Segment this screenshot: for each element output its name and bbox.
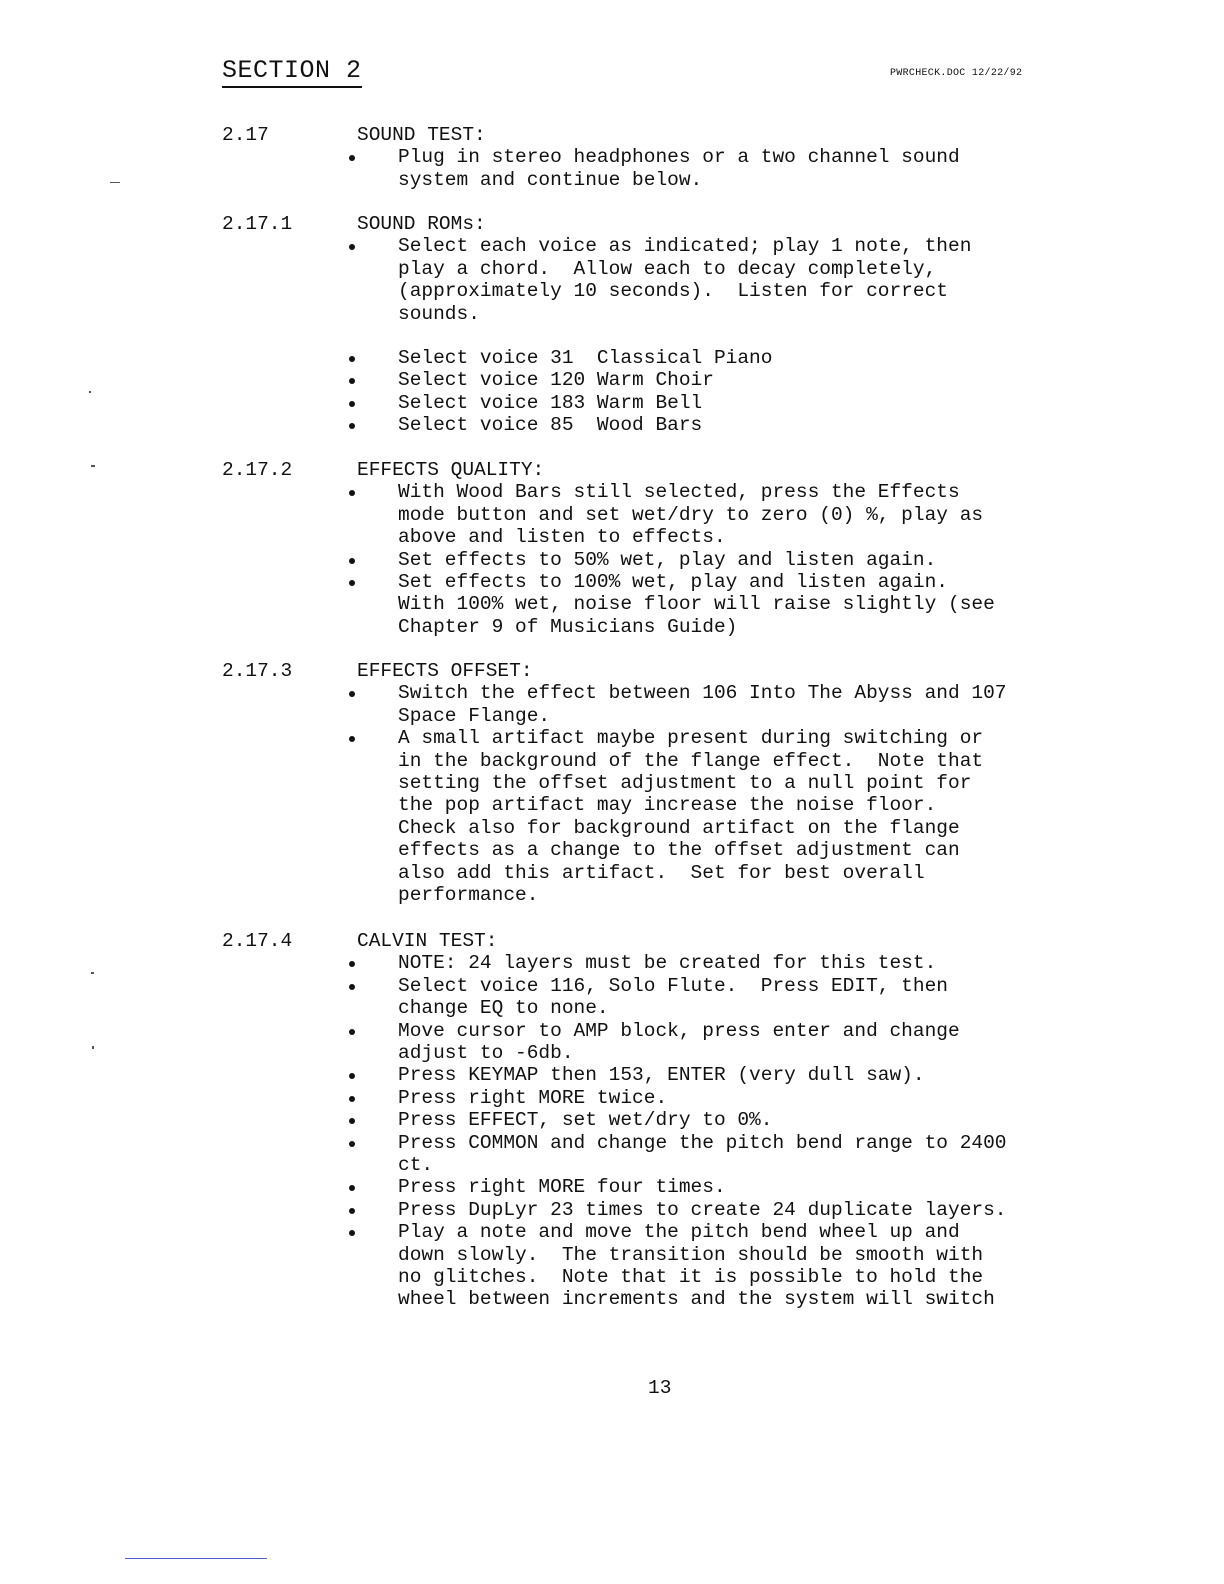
section-heading: EFFECTS QUALITY: [357, 459, 545, 481]
bullet-icon [349, 1230, 355, 1236]
list-item-text: Press right MORE twice. [398, 1086, 668, 1109]
list-item [0, 571, 1118, 638]
bullet-icon [349, 1208, 355, 1214]
footnote-separator [125, 1558, 267, 1559]
scan-speck [92, 1046, 94, 1049]
list-item-text: A small artifact maybe present during switching or in the background of the flange effect. Note that setting the offset adjustment to a null point for the pop artifact may increase the noise floor. Check also for background artifact on the flange effects as a change to the offset adjustment can also add this artifact. Set for best overall performance. [398, 727, 984, 907]
list-item-text: Plug in stereo headphones or a two channel sound system and continue below. [398, 146, 960, 191]
bullet-list [0, 146, 1224, 191]
scan-speck [91, 972, 94, 974]
list-item-text: Press KEYMAP then 153, ENTER (very dull saw). [398, 1064, 925, 1087]
section-heading: SOUND TEST: [357, 124, 486, 146]
bullet-list [0, 235, 1224, 325]
bullet-icon [349, 1185, 355, 1191]
section-number: 2.17.1 [222, 213, 293, 235]
voice-list [0, 347, 1224, 437]
page-number: 13 [648, 1377, 672, 1399]
document-id: PWRCHECK.DOC 12/22/92 [890, 68, 1023, 79]
list-item [0, 1221, 1118, 1311]
bullet-icon [349, 1073, 355, 1079]
list-item-text: Press right MORE four times. [398, 1176, 726, 1199]
list-item [0, 392, 1118, 414]
section-title: SECTION 2 [222, 56, 362, 88]
list-item [0, 414, 1118, 436]
list-item [0, 727, 1118, 906]
bullet-icon [349, 736, 355, 742]
list-item [0, 1132, 1118, 1177]
list-item [0, 347, 1118, 369]
bullet-icon [349, 490, 355, 496]
list-item-text: Select voice 183 Warm Bell [398, 391, 703, 414]
bullet-icon [349, 356, 355, 362]
scan-speck [91, 465, 95, 467]
list-item-text: Press DupLyr 23 times to create 24 duplicate layers. [398, 1198, 1007, 1221]
list-item [0, 549, 1118, 571]
list-item [0, 481, 1118, 548]
list-item-text: NOTE: 24 layers must be created for this test. [398, 952, 937, 975]
list-item-text: Select voice 116, Solo Flute. Press EDIT, then change EQ to none. [398, 974, 948, 1020]
list-item [0, 1020, 1118, 1065]
bullet-icon [349, 401, 355, 407]
list-item-text: Set effects to 50% wet, play and listen again. [398, 548, 937, 571]
list-item [0, 1176, 1118, 1198]
list-item [0, 952, 1118, 974]
list-item-text: Set effects to 100% wet, play and listen again. With 100% wet, noise floor will raise slightly (see Chapter 9 of Musicians Guide) [398, 571, 995, 638]
list-item [0, 146, 1118, 191]
bullet-list [0, 481, 1224, 638]
list-item [0, 1064, 1118, 1086]
section-number: 2.17.3 [222, 660, 293, 682]
section-number: 2.17 [222, 124, 269, 146]
list-item-text: Select each voice as indicated; play 1 note, then play a chord. Allow each to decay completely, (approximately 10 seconds). Listen for correct sounds. [398, 235, 972, 325]
list-item-text: Select voice 85 Wood Bars [398, 414, 703, 437]
list-item-text: Select voice 31 Classical Piano [398, 347, 773, 369]
list-item-text: Play a note and move the pitch bend wheel up and down slowly. The transition should be smooth with no glitches. Note that it is possible to hold the wheel between increments and the system will switch [398, 1221, 995, 1311]
list-item-text: Select voice 120 Warm Choir [398, 369, 714, 392]
bullet-icon [349, 1118, 355, 1124]
bullet-icon [349, 1096, 355, 1102]
list-item-text: Move cursor to AMP block, press enter and change adjust to -6db. [398, 1019, 960, 1065]
list-item [0, 1109, 1118, 1131]
list-item-text: Press EFFECT, set wet/dry to 0%. [398, 1109, 773, 1132]
section-heading: SOUND ROMs: [357, 213, 486, 235]
bullet-icon [349, 378, 355, 384]
bullet-list [0, 682, 1224, 906]
bullet-icon [349, 1141, 355, 1147]
bullet-icon [349, 423, 355, 429]
scan-speck [89, 391, 91, 393]
section-heading: CALVIN TEST: [357, 930, 498, 952]
list-item-text: Press COMMON and change the pitch bend range to 2400 ct. [398, 1131, 1007, 1177]
bullet-icon [349, 984, 355, 990]
bullet-icon [349, 155, 355, 161]
list-item-text: With Wood Bars still selected, press the Effects mode button and set wet/dry to zero (0) %, play as above and listen to effects. [398, 481, 984, 549]
list-item [0, 682, 1118, 727]
section-heading: EFFECTS OFFSET: [357, 660, 533, 682]
bullet-icon [349, 961, 355, 967]
list-item [0, 1087, 1118, 1109]
scan-speck [110, 182, 120, 183]
list-item [0, 975, 1118, 1020]
bullet-icon [349, 691, 355, 697]
bullet-icon [349, 558, 355, 564]
bullet-icon [349, 580, 355, 586]
list-item [0, 369, 1118, 391]
list-item [0, 1199, 1118, 1221]
bullet-list [0, 952, 1224, 1311]
bullet-icon [349, 1029, 355, 1035]
list-item-text: Switch the effect between 106 Into The Abyss and 107 Space Flange. [398, 682, 1007, 727]
bullet-icon [349, 244, 355, 250]
section-number: 2.17.4 [222, 930, 293, 952]
section-number: 2.17.2 [222, 459, 293, 481]
list-item [0, 235, 1118, 325]
